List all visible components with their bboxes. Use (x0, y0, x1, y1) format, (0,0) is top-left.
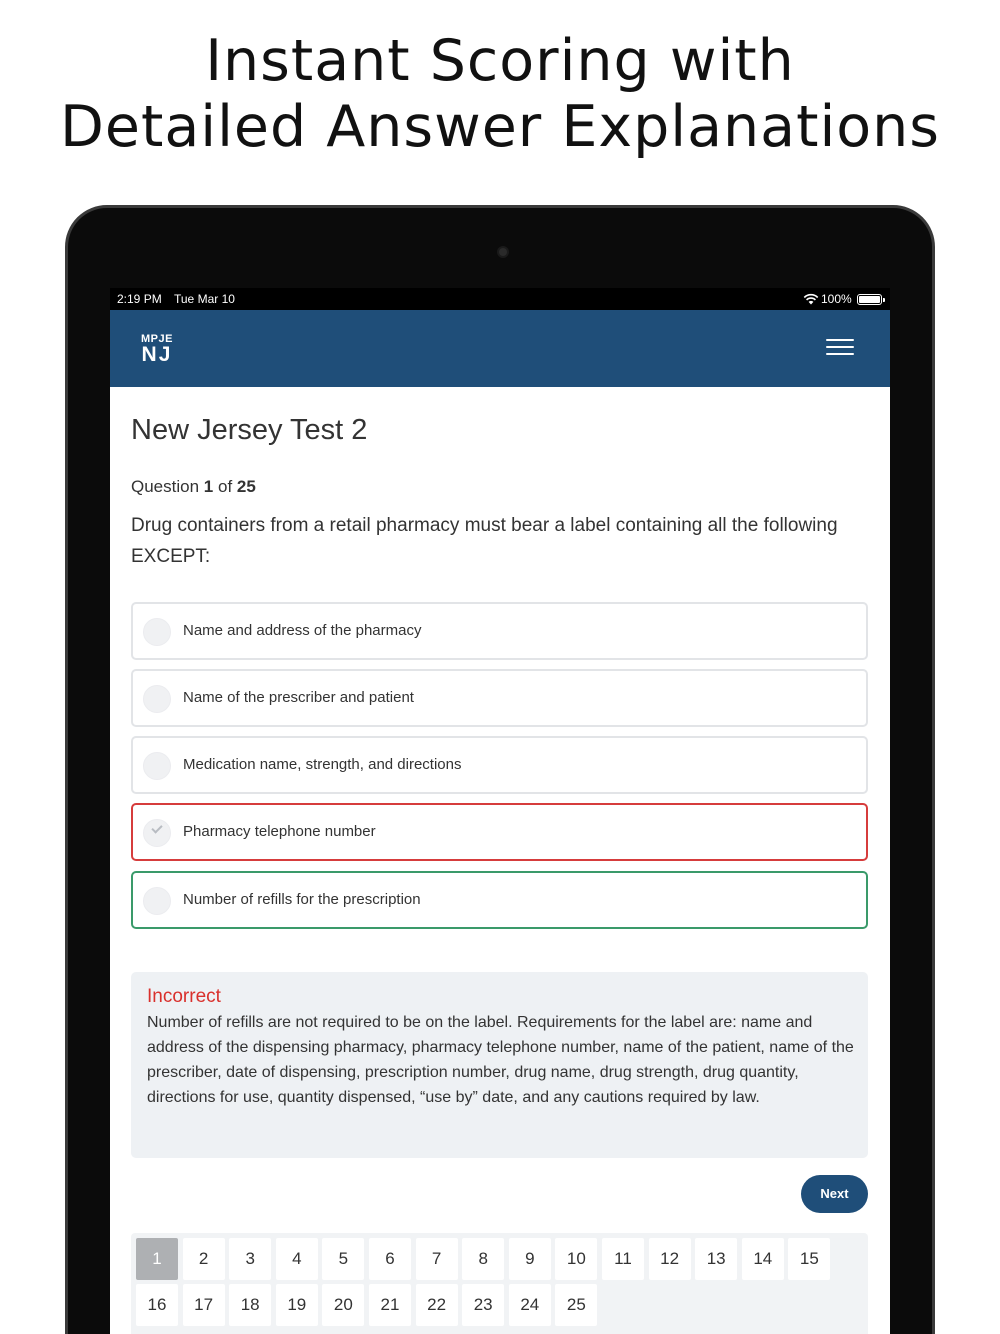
question-total: 25 (236, 477, 256, 496)
question-pager (131, 1233, 868, 1334)
headline (0, 28, 1000, 160)
answer-feedback (131, 972, 868, 1158)
app-header (110, 310, 890, 387)
page-number-button[interactable]: 4 (276, 1238, 318, 1280)
page-number-button[interactable]: 5 (322, 1238, 364, 1280)
checkmark-icon (151, 822, 162, 833)
page-number-button[interactable]: 8 (462, 1238, 504, 1280)
feedback-explanation: Number of refills are not required to be on the label. Requirements for the label are: name and address of the dispensing pharmacy, pharmacy telephone number, name of the patient, name of the prescriber, date of dispensing, prescription number, drug name, drug strength, drug quantity, directions for use, quantity dispensed, “use by” date, and any cautions required by law. (147, 1014, 854, 1106)
page-number-button[interactable]: 11 (602, 1238, 644, 1280)
page-number-button[interactable]: 2 (183, 1238, 225, 1280)
page-number-button[interactable]: 21 (369, 1284, 411, 1326)
question-counter-of: of (217, 477, 233, 496)
page-number-button[interactable]: 12 (649, 1238, 691, 1280)
battery-percentage: 100% (821, 292, 852, 306)
question-counter (131, 477, 256, 497)
status-date: Tue Mar 10 (174, 292, 235, 306)
feedback-status: Incorrect (147, 986, 221, 1007)
answer-option-correct[interactable] (131, 871, 868, 929)
answer-option-label: Pharmacy telephone number (183, 823, 376, 840)
app-screen (110, 288, 890, 1334)
question-text: Drug containers from a retail pharmacy must bear a label containing all the following EXCEPT: (131, 515, 838, 567)
answer-option-selected-wrong[interactable] (131, 803, 868, 861)
answer-option[interactable] (131, 736, 868, 794)
page-number-button[interactable]: 20 (322, 1284, 364, 1326)
page-number-button[interactable]: 10 (555, 1238, 597, 1280)
answer-option-label: Name of the prescriber and patient (183, 689, 414, 706)
page-number-button[interactable]: 23 (462, 1284, 504, 1326)
app-logo[interactable] (141, 334, 173, 365)
page-number-button[interactable]: 9 (509, 1238, 551, 1280)
answer-option[interactable] (131, 602, 868, 660)
question-current: 1 (203, 477, 214, 496)
page-number-button[interactable]: 13 (695, 1238, 737, 1280)
question-counter-prefix: Question (131, 477, 200, 496)
radio-icon (143, 752, 171, 780)
logo-text-top: MPJE (141, 333, 173, 345)
headline-line-2: Detailed Answer Explanations (60, 94, 940, 160)
status-bar (110, 288, 890, 310)
page-number-button[interactable]: 1 (136, 1238, 178, 1280)
next-button[interactable]: Next (801, 1175, 868, 1213)
page-number-button[interactable]: 18 (229, 1284, 271, 1326)
hamburger-menu-icon[interactable] (826, 339, 854, 359)
page-number-button[interactable]: 25 (555, 1284, 597, 1326)
page-number-button[interactable]: 14 (742, 1238, 784, 1280)
wifi-icon (803, 293, 819, 305)
page-number-button[interactable]: 3 (229, 1238, 271, 1280)
page-number-button[interactable]: 7 (416, 1238, 458, 1280)
page-number-button[interactable]: 19 (276, 1284, 318, 1326)
status-time: 2:19 PM (117, 292, 162, 306)
logo-text-bottom: NJ (141, 343, 173, 366)
page-number-button[interactable]: 24 (509, 1284, 551, 1326)
page-number-button[interactable]: 15 (788, 1238, 830, 1280)
radio-icon (143, 685, 171, 713)
headline-line-1: Instant Scoring with (205, 28, 795, 94)
answer-option-label: Number of refills for the prescription (183, 891, 421, 908)
page-title: New Jersey Test 2 (131, 414, 368, 446)
page-number-button[interactable]: 22 (416, 1284, 458, 1326)
page-number-button[interactable]: 6 (369, 1238, 411, 1280)
radio-checked-icon (143, 819, 171, 847)
radio-icon (143, 618, 171, 646)
battery-icon (857, 294, 882, 305)
page-number-button[interactable]: 17 (183, 1284, 225, 1326)
answer-option-label: Name and address of the pharmacy (183, 622, 422, 639)
camera-icon (497, 246, 509, 258)
radio-icon (143, 887, 171, 915)
page-number-button[interactable]: 16 (136, 1284, 178, 1326)
answer-option-label: Medication name, strength, and directions (183, 756, 462, 773)
answer-option[interactable] (131, 669, 868, 727)
